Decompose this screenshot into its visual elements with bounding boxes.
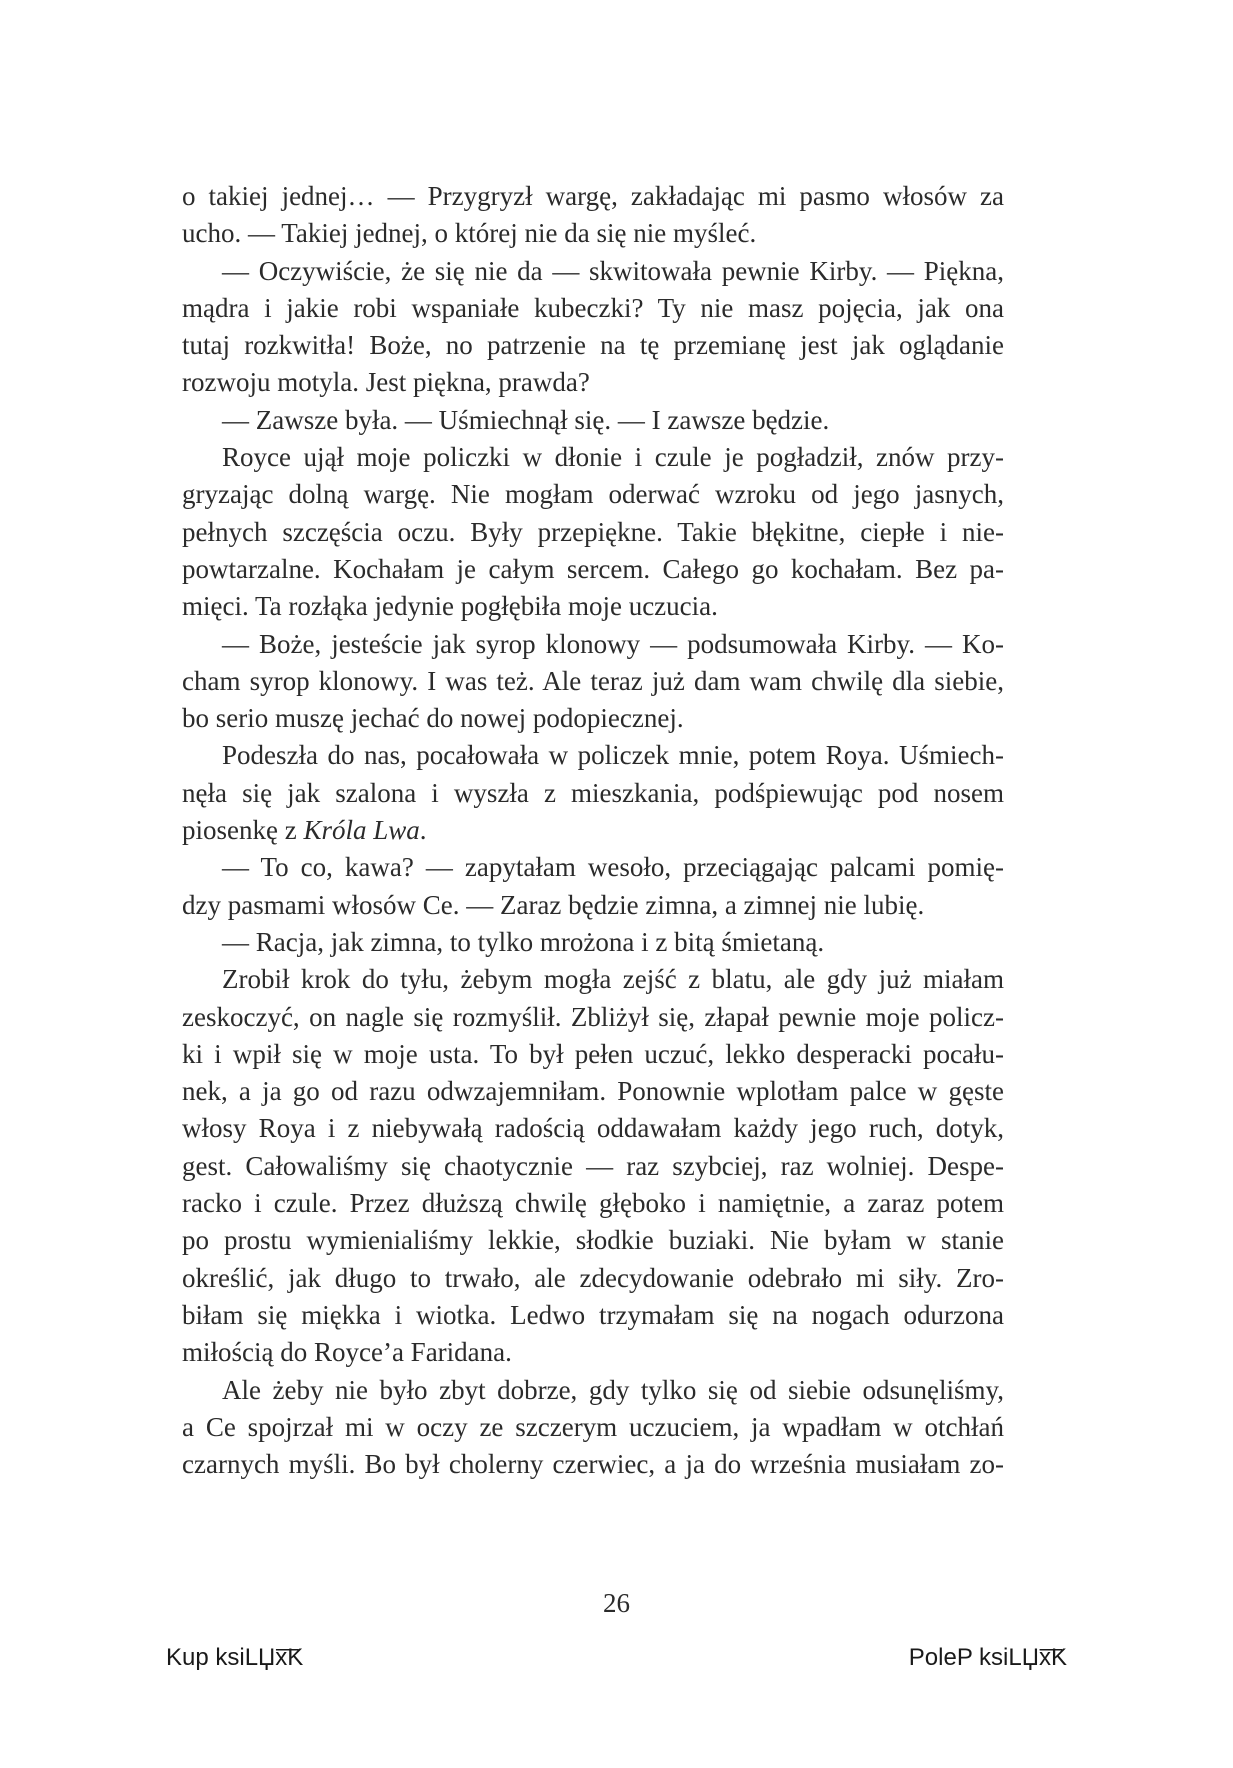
text-line-content: piosenkę z (182, 815, 304, 846)
text-line-content: dzy pasmami włosów Ce. — Zaraz będzie zimna, a zimnej nie lubię. (182, 889, 925, 920)
text-line-content: Ale żeby nie było zbyt dobrze, gdy tylko się od siebie odsunęliśmy, (222, 1374, 1004, 1405)
text-line-content: — Zawsze była. — Uśmiechnął się. — I zawsze będzie. (222, 404, 830, 435)
text-line-tail: . (419, 815, 427, 846)
text-line (182, 514, 1004, 551)
text-line (182, 1148, 1004, 1185)
text-line (182, 1409, 1004, 1446)
text-line-content: miłością do Royce’a Faridana. (182, 1337, 512, 1368)
text-line (182, 1036, 1004, 1073)
text-line (182, 1446, 1004, 1483)
text-line (182, 737, 1004, 774)
text-line (182, 290, 1004, 327)
text-line (182, 1185, 1004, 1222)
text-line (182, 812, 1004, 849)
text-line (182, 1297, 1004, 1334)
text-line (182, 849, 1004, 886)
text-line (182, 327, 1004, 364)
text-line (182, 887, 1004, 924)
text-line-content: racko i czule. Przez dłuższą chwilę głęboko i namiętnie, a zaraz potem (182, 1188, 1004, 1219)
text-line-content: cham syrop klonowy. I was też. Ale teraz już dam wam chwilę dla siebie, (182, 665, 1004, 696)
text-line (182, 700, 1004, 737)
text-line (182, 439, 1004, 476)
text-line-content: bo serio muszę jechać do nowej podopiecznej. (182, 703, 684, 734)
text-line-content: Zrobił krok do tyłu, żebym mogła zejść z blatu, ale gdy już miałam (222, 964, 1004, 995)
text-line (182, 476, 1004, 513)
text-line-content: — Oczywiście, że się nie da — skwitowała pewnie Kirby. — Piękna, (222, 255, 1004, 286)
text-line-content: mięci. Ta rozłąka jedynie pogłębiła moje uczucia. (182, 591, 718, 622)
text-line-content: — To co, kawa? — zapytałam wesoło, przeciągając palcami pomię- (222, 852, 1004, 883)
text-line (182, 1073, 1004, 1110)
text-line-content: a Ce spojrzał mi w oczy ze szczerym uczuciem, ja wpadłam w otchłań (182, 1411, 1004, 1442)
italic-title: Króla Lwa (303, 815, 420, 846)
text-line (182, 961, 1004, 998)
text-line-content: pełnych szczęścia oczu. Były przepiękne. Takie błękitne, ciepłe i nie- (182, 516, 1004, 547)
text-line (182, 178, 1004, 215)
text-line (182, 999, 1004, 1036)
text-line-content: biłam się miękka i wiotka. Ledwo trzymałam się na nogach odurzona (182, 1299, 1004, 1330)
text-line-content: Royce ujął moje policzki w dłonie i czule je pogładził, znów przy- (222, 442, 1004, 473)
text-line (182, 551, 1004, 588)
text-line-content: — Boże, jesteście jak syrop klonowy — podsumowała Kirby. — Ko- (222, 628, 1004, 659)
text-line-content: czarnych myśli. Bo był cholerny czerwiec, a ja do września musiałam zo- (182, 1449, 1004, 1480)
text-line-content: określić, jak długo to trwało, ale zdecydowanie odebrało mi siły. Zro- (182, 1262, 1004, 1293)
text-line (182, 1372, 1004, 1409)
text-line-content: rozwoju motyla. Jest piękna, prawda? (182, 367, 590, 398)
text-line (182, 1110, 1004, 1147)
text-line-content: — Racja, jak zimna, to tylko mrożona i z bitą śmietaną. (222, 926, 825, 957)
text-line (182, 215, 1004, 252)
text-line (182, 402, 1004, 439)
text-line-content: tutaj rozkwitła! Boże, no patrzenie na tę przemianę jest jak oglądanie (182, 330, 1004, 361)
text-line-content: Podeszła do nas, pocałowała w policzek mnie, potem Roya. Uśmiech- (222, 740, 1004, 771)
text-line (182, 1222, 1004, 1259)
text-line-content: zeskoczyć, on nagle się rozmyślił. Zbliżył się, złapał pewnie moje policz- (182, 1001, 1004, 1032)
page-number: 26 (603, 1588, 630, 1618)
text-line-content: nek, a ja go od razu odwzajemniłam. Ponownie wplotłam palce w gęste (182, 1076, 1004, 1107)
text-line (182, 364, 1004, 401)
buy-book-link[interactable]: Kup ksiLЏx͞K (166, 1644, 304, 1671)
text-line-content: włosy Roya i z niebywałą radością oddawałam każdy jego ruch, dotyk, (182, 1113, 1004, 1144)
text-line-content: mądra i jakie robi wspaniałe kubeczki? Ty nie masz pojęcia, jak ona (182, 292, 1004, 323)
text-line (182, 253, 1004, 290)
text-line-content: o takiej jednej… — Przygryzł wargę, zakładając mi pasmo włosów za (182, 181, 1004, 211)
text-line (182, 626, 1004, 663)
text-line-content: gryzając dolną wargę. Nie mogłam oderwać wzroku od jego jasnych, (182, 479, 1004, 510)
text-line (182, 1334, 1004, 1371)
text-line-content: ucho. — Takiej jednej, o której nie da się nie myśleć. (182, 218, 757, 249)
text-line (182, 775, 1004, 812)
text-line-content: powtarzalne. Kochałam je całym sercem. Całego go kochałam. Bez pa- (182, 553, 1004, 584)
text-line-content: ki i wpił się w moje usta. To był pełen uczuć, lekko desperacki pocału- (182, 1038, 1004, 1069)
text-line (182, 1260, 1004, 1297)
text-line-content: gest. Całowaliśmy się chaotycznie — raz szybciej, raz wolniej. Despe- (182, 1150, 1004, 1181)
text-line (182, 588, 1004, 625)
text-line-content: po prostu wymienialiśmy lekkie, słodkie buziaki. Nie byłam w stanie (182, 1225, 1004, 1256)
page-body-text (182, 178, 1004, 1483)
text-line (182, 663, 1004, 700)
recommend-book-link[interactable]: PoleP ksiLЏx͞K (908, 1644, 1067, 1671)
text-line (182, 924, 1004, 961)
text-line-content: nęła się jak szalona i wyszła z mieszkania, podśpiewując pod nosem (182, 777, 1004, 808)
